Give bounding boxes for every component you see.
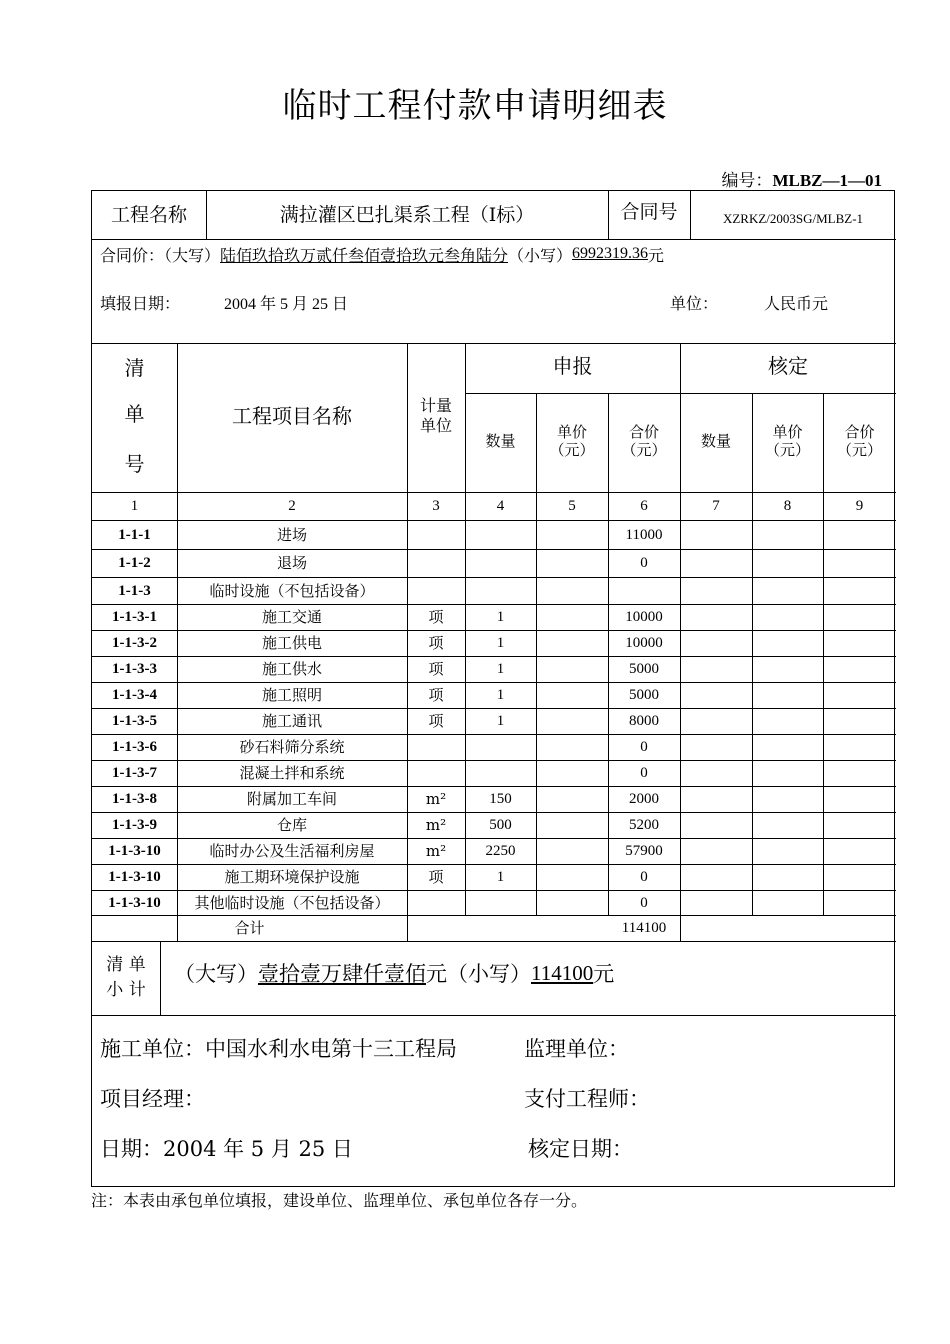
- approved-qty-header: 数量: [700, 431, 731, 450]
- fill-date-value: 2004 年 5 月 25 日: [224, 295, 349, 313]
- row-unit-cell: 项: [428, 686, 444, 704]
- row-price-cell: [536, 864, 608, 890]
- form-table: [91, 190, 895, 1187]
- row-qty-cell: [465, 549, 536, 577]
- row-name-cell: 临时办公及生活福利房屋: [209, 842, 375, 860]
- row-no-cell: 1-1-3-8: [112, 791, 157, 807]
- row-no-cell: 1-1-3-2: [112, 635, 157, 651]
- row-price-cell: [536, 760, 608, 786]
- row-total-cell: 11000: [625, 526, 663, 543]
- row-unit-cell: [407, 734, 465, 760]
- declared-total-header: 合价 （元）: [621, 422, 667, 459]
- row-qty-cell: 1: [496, 661, 505, 677]
- row-no-cell: 1-1-3-3: [112, 661, 157, 677]
- col-number: 4: [496, 498, 505, 514]
- row-total-cell: 8000: [629, 713, 659, 729]
- row-no-cell: 1-1-3-6: [112, 739, 157, 755]
- row-unit-cell: [407, 520, 465, 549]
- currency-unit-label: 单位：: [670, 293, 719, 313]
- subtotal-number: 114100: [531, 960, 594, 985]
- supervisor-label: 监理单位：: [524, 1037, 629, 1061]
- payment-engineer-label: 支付工程师：: [524, 1087, 650, 1111]
- row-qty-cell: [465, 890, 536, 915]
- page-title: 临时工程付款申请明细表: [282, 86, 668, 126]
- col-number: 3: [432, 498, 440, 514]
- measure-unit-header: 计量 单位: [419, 396, 452, 435]
- row-price-cell: [536, 604, 608, 630]
- item-no-header-char-2: 单: [124, 402, 145, 426]
- row-total-cell: 5200: [629, 817, 659, 833]
- declared-unit-price-header: 单价 （元）: [549, 422, 595, 459]
- row-qty-cell: [465, 760, 536, 786]
- row-no-cell: 1-1-3-5: [112, 713, 157, 729]
- row-total-cell: 0: [640, 869, 648, 885]
- subtotal-line: [174, 957, 614, 989]
- subtotal-small-label: 元（小写）: [426, 962, 531, 986]
- project-manager-label: 项目经理：: [100, 1087, 205, 1111]
- row-qty-cell: 1: [496, 609, 505, 625]
- row-name-cell: 施工通讯: [261, 712, 322, 730]
- row-qty-cell: 1: [496, 635, 505, 651]
- row-total-cell: 0: [640, 555, 648, 571]
- date-label: 日期：2004 年 5 月 25 日: [100, 1137, 353, 1161]
- row-price-cell: [536, 682, 608, 708]
- row-unit-cell: 项: [428, 868, 444, 886]
- row-qty-cell: [465, 520, 536, 549]
- row-total-cell: 2000: [629, 791, 659, 807]
- code-value: MLBZ—1—01: [772, 171, 882, 190]
- row-no-cell: 1-1-3-7: [112, 765, 157, 781]
- row-total-cell: [608, 577, 680, 604]
- row-qty-cell: [465, 577, 536, 604]
- row-total-cell: 57900: [625, 843, 663, 859]
- declared-header: 申报: [552, 354, 593, 378]
- approve-date-label: 核定日期：: [528, 1137, 633, 1161]
- contract-no-value: XZRKZ/2003SG/MLBZ-1: [722, 211, 864, 227]
- row-name-cell: 退场: [276, 554, 307, 572]
- subtotal-words-label: （大写）: [174, 962, 258, 986]
- row-price-cell: [536, 890, 608, 915]
- row-qty-cell: 1: [496, 713, 505, 729]
- approved-header: 核定: [768, 354, 808, 378]
- subtotal-label: 清 单 小 计: [106, 954, 146, 1000]
- contractor-label: 施工单位：中国水利水电第十三工程局: [100, 1037, 457, 1061]
- contract-price-number: 6992319.36: [572, 245, 649, 262]
- col-number: 7: [712, 498, 720, 514]
- row-price-cell: [536, 786, 608, 812]
- row-unit-cell: [407, 577, 465, 604]
- row-name-cell: 临时设施（不包括设备）: [209, 581, 375, 600]
- subtotal-words: 壹拾壹万肆仟壹佰: [258, 962, 426, 986]
- row-name-cell: 进场: [276, 525, 307, 544]
- row-price-cell: [536, 520, 608, 549]
- col-number: 5: [568, 498, 576, 514]
- row-name-cell: 附属加工车间: [246, 790, 337, 808]
- row-qty-cell: [465, 734, 536, 760]
- row-qty-cell: 1: [496, 869, 505, 885]
- footnote: 注：本表由承包单位填报，建设单位、监理单位、承包单位各存一分。: [91, 1191, 588, 1210]
- row-no-cell: 1-1-3: [118, 582, 151, 599]
- subtotal-yuan: 元: [593, 962, 615, 986]
- row-price-cell: [536, 577, 608, 604]
- row-total-cell: 10000: [625, 635, 663, 651]
- approved-total-header: 合价 （元）: [836, 422, 882, 459]
- row-no-cell: 1-1-2: [118, 555, 151, 571]
- approved-unit-price-header: 单价 （元）: [764, 422, 810, 459]
- row-price-cell: [536, 549, 608, 577]
- row-name-cell: 施工供水: [261, 660, 322, 678]
- row-unit-cell: 项: [428, 634, 444, 652]
- row-unit-cell: 项: [428, 712, 444, 730]
- contract-no-label: 合同号: [620, 200, 678, 223]
- row-unit-cell: [407, 760, 465, 786]
- row-name-cell: 砂石料筛分系统: [239, 738, 345, 756]
- row-total-cell: 10000: [625, 609, 663, 625]
- row-no-cell: 1-1-3-1: [112, 609, 157, 625]
- sum-label: 合计: [234, 919, 265, 937]
- fill-date-label: 填报日期：: [100, 293, 181, 313]
- row-qty-cell: 1: [496, 687, 505, 703]
- row-name-cell: 施工交通: [261, 608, 322, 626]
- row-name-cell: 仓库: [276, 816, 307, 834]
- row-no-cell: 1-1-1: [118, 526, 151, 543]
- row-unit-cell: m²: [425, 842, 447, 860]
- row-price-cell: [536, 812, 608, 838]
- col-number: 6: [640, 498, 648, 514]
- row-price-cell: [536, 656, 608, 682]
- row-name-cell: 施工照明: [261, 686, 322, 704]
- contract-price-words: 陆佰玖拾玖万贰仟叁佰壹拾玖元叁角陆分: [220, 245, 509, 265]
- row-total-cell: 0: [640, 894, 648, 911]
- row-unit-cell: 项: [428, 608, 444, 626]
- contract-price-label: 合同价：（大写）: [100, 245, 221, 265]
- row-unit-cell: [407, 549, 465, 577]
- project-name-label: 工程名称: [110, 203, 187, 226]
- row-price-cell: [536, 838, 608, 864]
- row-no-cell: 1-1-3-10: [108, 869, 161, 885]
- col-number: 9: [855, 498, 864, 514]
- row-no-cell: 1-1-3-10: [108, 894, 161, 911]
- row-name-cell: 其他临时设施（不包括设备）: [194, 893, 390, 912]
- row-qty-cell: 2250: [485, 843, 516, 859]
- declared-qty-header: 数量: [485, 431, 516, 450]
- item-no-header-char-1: 清: [124, 356, 145, 380]
- row-qty-cell: 500: [489, 817, 512, 833]
- sum-value: 114100: [621, 920, 667, 936]
- row-unit-cell: m²: [425, 790, 447, 808]
- row-name-cell: 施工供电: [261, 634, 322, 652]
- row-no-cell: 1-1-3-10: [108, 843, 161, 859]
- row-unit-cell: m²: [425, 816, 447, 834]
- row-price-cell: [536, 708, 608, 734]
- contract-price-yuan: 元: [648, 245, 665, 265]
- col-number: 8: [783, 498, 792, 514]
- currency-unit-value: 人民币元: [764, 293, 829, 313]
- code-label: 编号：: [721, 171, 773, 191]
- row-qty-cell: 150: [489, 791, 512, 807]
- row-no-cell: 1-1-3-9: [112, 817, 157, 833]
- row-name-cell: 混凝土拌和系统: [239, 764, 345, 782]
- col-number: 1: [130, 498, 139, 514]
- row-price-cell: [536, 630, 608, 656]
- contract-price-small-label: （小写）: [508, 245, 573, 265]
- row-name-cell: 施工期环境保护设施: [224, 868, 360, 886]
- item-name-header: 工程项目名称: [232, 403, 352, 428]
- row-total-cell: 5000: [629, 661, 659, 677]
- row-total-cell: 0: [640, 739, 648, 755]
- row-price-cell: [536, 734, 608, 760]
- row-unit-cell: [407, 890, 465, 915]
- col-number: 2: [288, 498, 296, 514]
- row-total-cell: 5000: [629, 687, 659, 703]
- row-total-cell: 0: [640, 765, 648, 781]
- row-unit-cell: 项: [428, 660, 444, 678]
- project-name-value: 满拉灌区巴扎渠系工程（Ⅰ标）: [279, 203, 535, 226]
- document-code: [721, 166, 882, 191]
- row-no-cell: 1-1-3-4: [112, 687, 157, 703]
- contract-price-line: [100, 241, 664, 267]
- item-no-header-char-3: 号: [124, 452, 145, 476]
